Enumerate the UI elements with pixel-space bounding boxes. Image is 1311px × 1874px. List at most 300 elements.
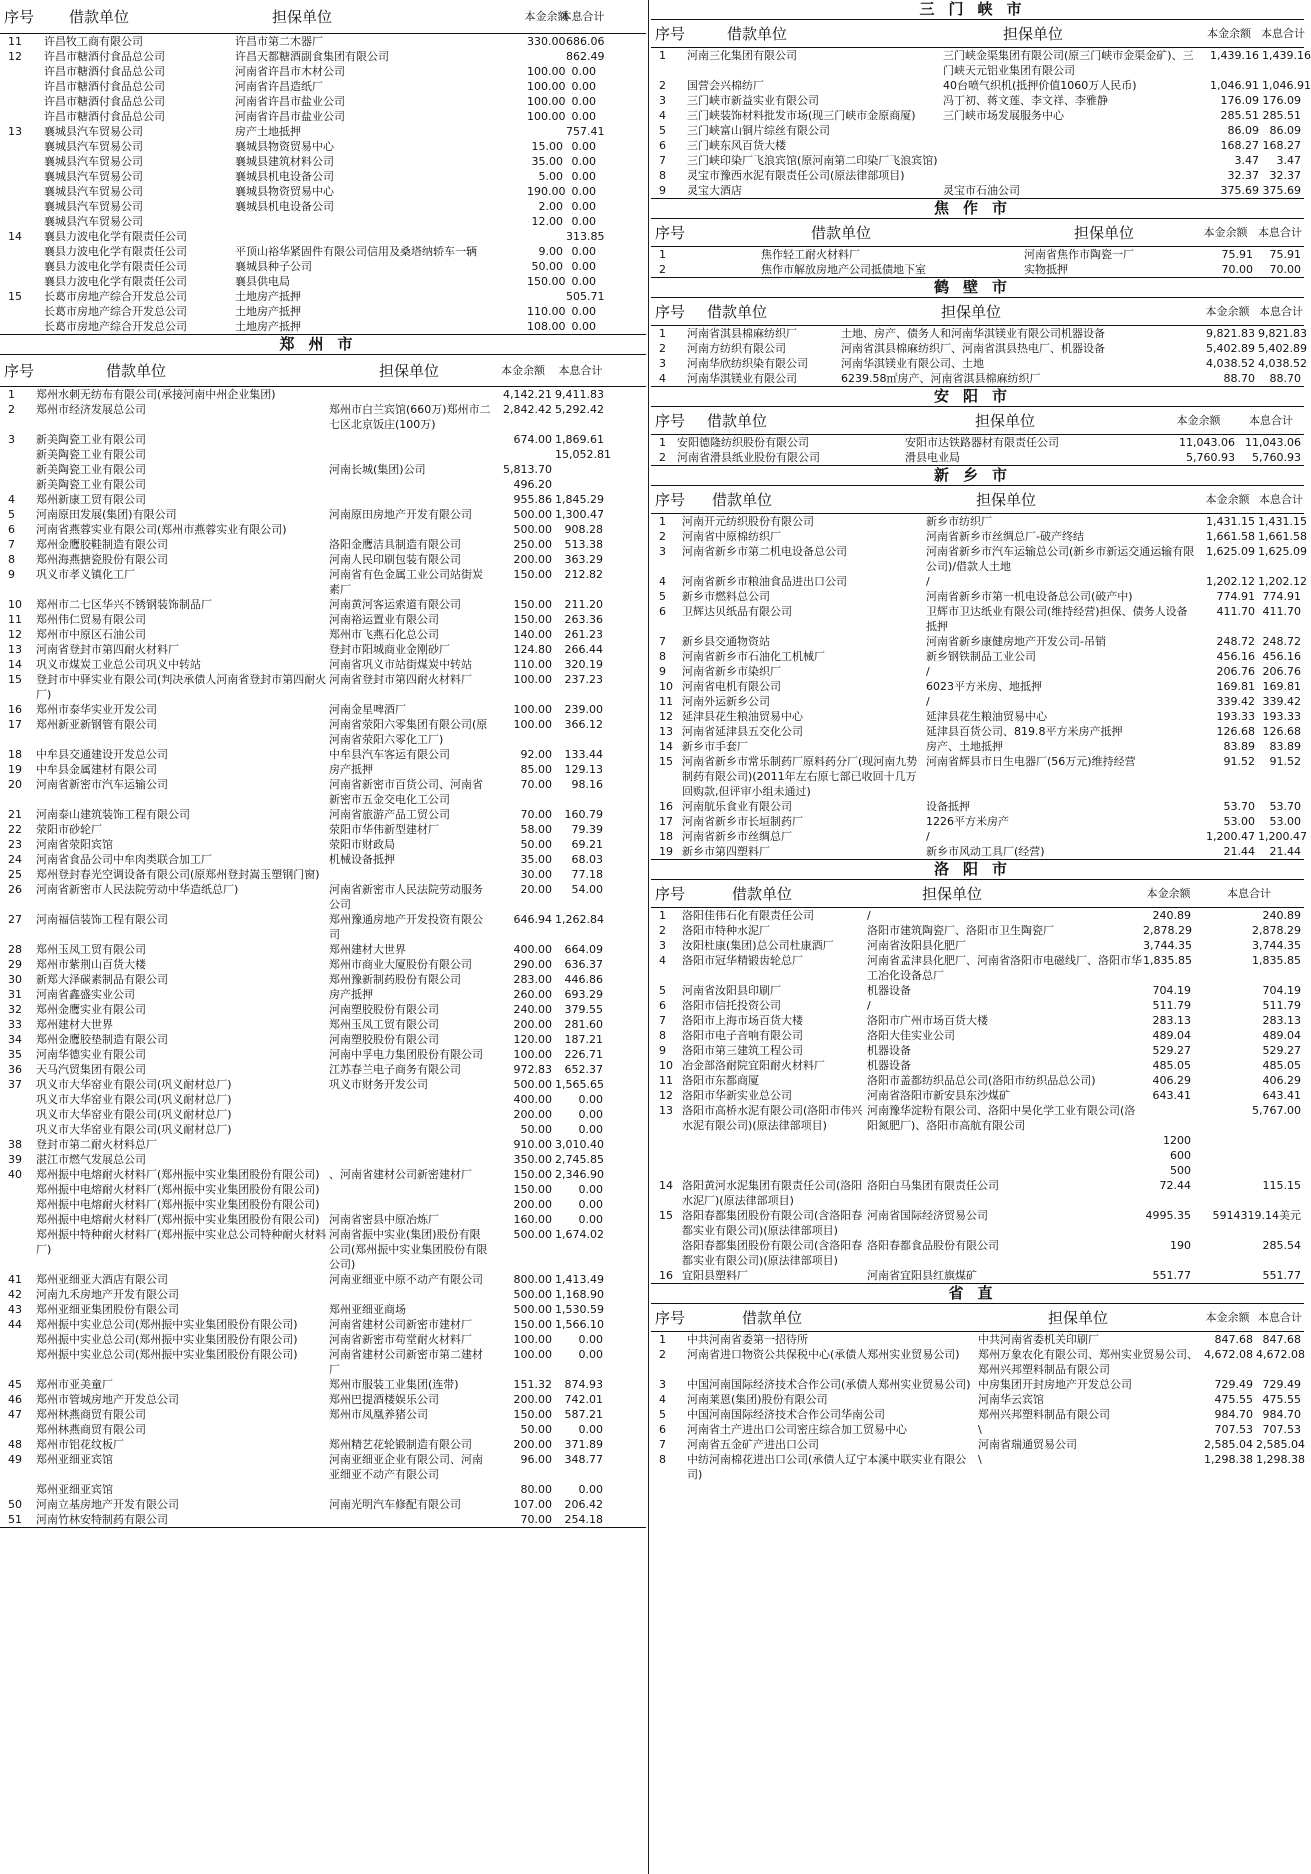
guarantor-name: 河南亚细亚中原不动产有限公司 — [329, 1273, 483, 1286]
table-row — [0, 1272, 646, 1287]
borrower-name: 中国河南国际经济技术合作公司(承债人郑州实业贸易公司) — [687, 1378, 971, 1391]
row-number: 37 — [8, 1078, 22, 1091]
guarantor-name: 河南塑胶股份有限公司 — [329, 1003, 439, 1016]
guarantor-name: 中房集团开封房地产开发总公司 — [978, 1378, 1132, 1391]
table-body — [651, 1332, 1304, 1482]
principal-interest-total: 0.00 — [578, 1093, 603, 1106]
principal-interest-total: 1,168.90 — [555, 1288, 604, 1301]
principal-interest-total: 984.70 — [1262, 1408, 1301, 1421]
table-row — [0, 1392, 646, 1407]
principal-interest-total: 1,845.29 — [555, 493, 604, 506]
principal-interest-total: 475.55 — [1262, 1393, 1301, 1406]
principal-interest-total: 1,300.47 — [555, 508, 604, 521]
principal-interest-total: 908.28 — [564, 523, 603, 536]
luoyang-section — [651, 860, 1304, 1284]
principal-interest-total: 1,431.15 — [1258, 515, 1307, 528]
borrower-name: 河南方纺织有限公司 — [687, 342, 786, 355]
table-row — [0, 1137, 646, 1152]
row-number: 17 — [8, 718, 22, 731]
row-number: 13 — [8, 643, 22, 656]
principal-interest-total: 411.70 — [1262, 605, 1301, 618]
row-number: 12 — [8, 50, 22, 63]
row-number: 3 — [659, 94, 666, 107]
row-number: 8 — [8, 553, 15, 566]
principal-interest-total: 2,878.29 — [1252, 924, 1301, 937]
borrower-name: 河南竹林安特制药有限公司 — [36, 1513, 168, 1526]
row-number: 12 — [659, 1089, 673, 1102]
guarantor-name: / — [867, 909, 871, 922]
principal-interest-total: 86.09 — [1269, 124, 1301, 137]
row-number: 4 — [659, 954, 666, 967]
row-number: 4 — [659, 1393, 666, 1406]
guarantor-name: 、河南省建材公司新密建材厂 — [329, 1168, 472, 1181]
table-row — [651, 1028, 1304, 1043]
borrower-name: 洛阳市第三建筑工程公司 — [682, 1044, 803, 1057]
borrower-name: 巩义市煤炭工业总公司巩义中转站 — [36, 658, 201, 671]
header-principal-balance: 本金余额 — [1207, 27, 1251, 40]
principal-interest-total: 742.01 — [564, 1393, 603, 1406]
table-row — [651, 262, 1304, 277]
row-number: 3 — [659, 545, 666, 558]
principal-balance: 248.72 — [1216, 635, 1255, 648]
guarantor-name: 河南省旅游产品工贸公司 — [329, 808, 450, 821]
principal-balance: 4995.35 — [1145, 1209, 1191, 1222]
row-number: 33 — [8, 1018, 22, 1031]
row-number: 1 — [659, 248, 666, 261]
principal-balance: 489.04 — [1152, 1029, 1191, 1042]
table-row — [0, 124, 646, 139]
borrower-name: 河南省新乡市常乐制药厂原料药分厂(现河南九势制药有限公司)(2011年左右原七部已收回十几万回购款,但评审小组未通过) — [682, 755, 918, 798]
header-principal-interest-total: 本息合计 — [560, 10, 605, 23]
borrower-name: 河南省荥阳宾馆 — [36, 838, 113, 851]
principal-balance: 150.00 — [513, 598, 552, 611]
header-principal-balance: 本金余额 — [1205, 305, 1250, 318]
principal-interest-total: 11,043.06 — [1245, 436, 1301, 449]
borrower-name: 郑州亚细亚宾馆 — [36, 1453, 113, 1466]
guarantor-name: 河南华云宾馆 — [978, 1393, 1044, 1406]
header-principal-interest-total: 本息合计 — [1261, 27, 1305, 40]
principal-balance: 500 — [1170, 1164, 1191, 1177]
guarantor-name: 河南豫华淀粉有限公司、洛阳中昊化学工业有限公司(洛阳氮肥厂)、洛阳市高航有限公司 — [867, 1104, 1136, 1132]
borrower-name: 巩义市大华窑业有限公司(巩义耐材总厂) — [36, 1078, 232, 1091]
row-number: 32 — [8, 1003, 22, 1016]
principal-interest-total: 9,411.83 — [555, 388, 604, 401]
principal-balance: 2,878.29 — [1143, 924, 1192, 937]
guarantor-name: / — [926, 695, 930, 708]
table-row — [0, 154, 646, 169]
borrower-name: 三门峡装饰材料批发市场(现三门峡市金原商厦) — [687, 109, 916, 122]
sanmenxia-section — [651, 0, 1311, 199]
row-number: 10 — [659, 680, 673, 693]
table-row — [651, 153, 1304, 168]
principal-balance: 200.00 — [513, 1393, 552, 1406]
table-row — [0, 567, 646, 597]
header-borrower-name: 借款单位 — [727, 25, 788, 43]
principal-interest-total: 5,292.42 — [555, 403, 604, 416]
principal-interest-total: 1,046.91 — [1262, 79, 1311, 92]
guarantor-name: 河南亚细亚企业有限公司、河南亚细亚不动产有限公司 — [329, 1453, 483, 1481]
table-row — [0, 1422, 646, 1437]
table-row — [651, 983, 1304, 998]
borrower-name: 河南九禾房地产开发有限公司 — [36, 1288, 179, 1301]
principal-balance: 5,760.93 — [1186, 451, 1235, 464]
principal-interest-total: 1,413.49 — [555, 1273, 604, 1286]
principal-interest-total: 379.55 — [564, 1003, 603, 1016]
table-row — [0, 777, 646, 807]
principal-balance: 53.70 — [1223, 800, 1255, 813]
guarantor-name: 荥阳市华伟新型建材厂 — [329, 823, 439, 836]
table-row — [0, 642, 646, 657]
borrower-name: 襄城县汽车贸易公司 — [44, 170, 143, 183]
table-row — [651, 679, 1304, 694]
principal-interest-total: 5,402.89 — [1258, 342, 1307, 355]
table-row — [0, 402, 646, 432]
principal-interest-total: 193.33 — [1262, 710, 1301, 723]
principal-balance: 1,439.16 — [1210, 49, 1259, 62]
table-header — [0, 0, 646, 34]
header-borrower-name: 借款单位 — [712, 491, 773, 509]
guarantor-name: 设备抵押 — [926, 800, 970, 813]
borrower-name: 襄城县汽车贸易公司 — [44, 155, 143, 168]
borrower-name: 襄县力波电化学有限责任公司 — [44, 245, 187, 258]
principal-balance: 551.77 — [1152, 1269, 1191, 1282]
principal-interest-total: 160.79 — [564, 808, 603, 821]
row-number: 3 — [659, 939, 666, 952]
table-row — [651, 356, 1307, 371]
principal-balance: 190.00 — [527, 185, 566, 198]
principal-balance: 151.32 — [513, 1378, 552, 1391]
borrower-name: 焦作市解放房地产公司抵债地下室 — [761, 263, 926, 276]
header-principal-interest-total: 本息合计 — [1227, 887, 1271, 900]
principal-interest-total: 5914319.14美元 — [1212, 1209, 1301, 1222]
row-number: 13 — [659, 725, 673, 738]
row-number: 7 — [659, 1014, 666, 1027]
guarantor-name: 襄城县机电设备公司 — [235, 170, 334, 183]
principal-interest-total: 133.44 — [564, 748, 603, 761]
borrower-name: 郑州市二七区华兴不锈钢装饰制品厂 — [36, 598, 212, 611]
borrower-name: 新美陶瓷工业有限公司 — [36, 433, 146, 446]
borrower-name: 宜阳县塑料厂 — [682, 1269, 748, 1282]
table-row — [0, 942, 646, 957]
borrower-name: 湛江市燃气发展总公司 — [36, 1153, 146, 1166]
principal-interest-total: 513.38 — [564, 538, 603, 551]
table-row — [0, 319, 646, 334]
guarantor-name: 机器设备 — [867, 1059, 911, 1072]
table-row — [651, 604, 1304, 634]
table-row — [0, 987, 646, 1002]
header-principal-balance: 本金余额 — [501, 364, 545, 377]
borrower-name: 新美陶瓷工业有限公司 — [36, 448, 146, 461]
borrower-name: 中国河南国际经济技术合作公司华南公司 — [687, 1408, 885, 1421]
table-row — [651, 435, 1304, 450]
table-header — [651, 219, 1304, 247]
table-row — [651, 1422, 1304, 1437]
borrower-name: 巩义市孝义镇化工厂 — [36, 568, 135, 581]
guarantor-name: 新乡钢铁制品工业公司 — [926, 650, 1036, 663]
principal-balance: 35.00 — [520, 853, 552, 866]
principal-balance: 150.00 — [513, 568, 552, 581]
guarantor-name: 河南省辉县市日生电器厂(56万元)维持经营 — [926, 755, 1136, 768]
guarantor-name: 河南省密县中原冶炼厂 — [329, 1213, 439, 1226]
principal-interest-total: 70.00 — [1269, 263, 1301, 276]
borrower-name: 郑州振中电熔耐火材料厂(郑州振中实业集团股份有限公司) — [36, 1183, 320, 1196]
table-row — [651, 108, 1304, 123]
borrower-name: 洛阳市高桥水泥有限公司(洛阳市伟兴水泥有限公司)(原法律部项目) — [682, 1104, 863, 1132]
table-row — [651, 1332, 1304, 1347]
guarantor-name: 1226平方米房产 — [926, 815, 1009, 828]
borrower-name: 郑州市管城房地产开发总公司 — [36, 1393, 179, 1406]
borrower-name: 许昌市糖酒付食品总公司 — [44, 80, 165, 93]
borrower-name: 中牟县金属建材有限公司 — [36, 763, 157, 776]
header-principal-interest-total: 本息合计 — [1259, 493, 1303, 506]
table-row — [0, 94, 646, 109]
guarantor-name: 6239.58㎡房产、河南省淇县棉麻纺织厂 — [841, 372, 1041, 385]
left-column — [0, 0, 646, 1528]
borrower-name: 河南华淇镁业有限公司 — [687, 372, 797, 385]
guarantor-name: 安阳市达铁路器材有限责任公司 — [905, 436, 1059, 449]
borrower-name: 襄城县汽车贸易公司 — [44, 125, 143, 138]
principal-balance: 70.00 — [520, 1513, 552, 1526]
principal-balance: 150.00 — [513, 613, 552, 626]
principal-balance: 500.00 — [513, 1303, 552, 1316]
guarantor-name: 郑州市白兰宾馆(660万)郑州市二七区北京饭庄(100万) — [329, 403, 491, 431]
principal-balance: 100.00 — [513, 1333, 552, 1346]
row-number: 19 — [8, 763, 22, 776]
borrower-name: 冶金部洛耐院宜阳耐火材料厂 — [682, 1059, 825, 1072]
principal-balance: 80.00 — [520, 1483, 552, 1496]
borrower-name: 河南省延津县五交化公司 — [682, 725, 803, 738]
principal-balance: 283.00 — [513, 973, 552, 986]
principal-interest-total: 21.44 — [1269, 845, 1301, 858]
principal-balance: 529.27 — [1152, 1044, 1191, 1057]
borrower-name: 巩义市大华窑业有限公司(巩义耐材总厂) — [36, 1093, 232, 1106]
principal-interest-total: 0.00 — [571, 110, 596, 123]
table-row — [0, 1032, 646, 1047]
table-row — [0, 1497, 646, 1512]
principal-interest-total: 283.13 — [1262, 1014, 1301, 1027]
table-row — [0, 1002, 646, 1017]
principal-balance: 150.00 — [513, 1183, 552, 1196]
header-row-number: 序号 — [655, 491, 686, 509]
borrower-name: 新郑大泽碳素制品有限公司 — [36, 973, 168, 986]
borrower-name: 河南省登封市第四耐火材料厂 — [36, 643, 179, 656]
table-body — [651, 48, 1311, 198]
xinxiang-section — [651, 466, 1307, 860]
row-number: 29 — [8, 958, 22, 971]
guarantor-name: 延津县百货公司、819.8平方米房产抵押 — [926, 725, 1123, 738]
principal-interest-total: 285.54 — [1262, 1239, 1301, 1252]
table-row — [651, 844, 1304, 859]
guarantor-name: 河南省汝阳县化肥厂 — [867, 939, 966, 952]
table-row — [651, 247, 1304, 262]
row-number: 27 — [8, 913, 22, 926]
principal-interest-total: 3,010.40 — [555, 1138, 604, 1151]
borrower-name: 郑州林燕商贸有限公司 — [36, 1423, 146, 1436]
jiaozuo-section — [651, 199, 1304, 278]
row-number: 7 — [659, 1438, 666, 1451]
principal-balance: 240.89 — [1152, 909, 1191, 922]
header-principal-interest-total: 本息合计 — [1259, 305, 1303, 318]
borrower-name: 汝阳杜康(集团)总公司杜康酒厂 — [682, 939, 834, 952]
borrower-name: 登封市第二耐火材料总厂 — [36, 1138, 157, 1151]
principal-interest-total: 3.47 — [1276, 154, 1301, 167]
table-row — [0, 34, 646, 49]
row-number: 4 — [659, 372, 666, 385]
principal-interest-total: 0.00 — [578, 1483, 603, 1496]
borrower-name: 郑州新亚新钢管有限公司 — [36, 718, 157, 731]
principal-balance: 2.00 — [538, 200, 563, 213]
principal-interest-total: 0.00 — [578, 1213, 603, 1226]
principal-balance: 50.00 — [520, 1423, 552, 1436]
borrower-name: 三门峡富山铜片综丝有限公司 — [687, 124, 830, 137]
guarantor-name: 河南省许昌市盐业公司 — [235, 110, 345, 123]
guarantor-name: 襄城县机电设备公司 — [235, 200, 334, 213]
table-row — [651, 1377, 1304, 1392]
borrower-name: 三门峡市新益实业有限公司 — [687, 94, 819, 107]
principal-interest-total: 529.27 — [1262, 1044, 1301, 1057]
row-number: 38 — [8, 1138, 22, 1151]
principal-interest-total: 862.49 — [566, 50, 605, 63]
guarantor-name: 河南省巩义市站街煤炭中转站 — [329, 658, 472, 671]
principal-interest-total: 68.03 — [571, 853, 603, 866]
principal-balance: 100.00 — [513, 1048, 552, 1061]
header-row-number: 序号 — [655, 303, 686, 321]
principal-interest-total: 551.77 — [1262, 1269, 1301, 1282]
row-number: 12 — [8, 628, 22, 641]
header-principal-balance: 本金余额 — [1203, 226, 1248, 239]
principal-interest-total: 339.42 — [1262, 695, 1301, 708]
borrower-name: 洛阳春都集团股份有限公司(含洛阳春都实业有限公司)(原法律部项目) — [682, 1239, 863, 1267]
header-principal-balance: 本金余额 — [1205, 1311, 1250, 1324]
guarantor-name: 土地房产抵押 — [235, 305, 301, 318]
table-row — [651, 908, 1304, 923]
borrower-name: 河南华德实业有限公司 — [36, 1048, 146, 1061]
principal-balance: 1,835.85 — [1143, 954, 1192, 967]
table-row — [0, 1197, 646, 1212]
header-borrower-name: 借款单位 — [69, 8, 130, 26]
borrower-name: 襄城县汽车贸易公司 — [44, 140, 143, 153]
guarantor-name: 洛阳白马集团有限责任公司 — [867, 1179, 999, 1192]
principal-interest-total: 847.68 — [1262, 1333, 1301, 1346]
table-row — [651, 1103, 1304, 1133]
table-row — [0, 169, 646, 184]
table-row — [0, 762, 646, 777]
guarantor-name: 房产抵押 — [329, 988, 373, 1001]
table-row — [0, 822, 646, 837]
borrower-name: 新乡市燃料总公司 — [682, 590, 770, 603]
principal-interest-total: 79.39 — [571, 823, 603, 836]
borrower-name: 郑州金鹰胶鞋制造有限公司 — [36, 538, 168, 551]
row-number: 47 — [8, 1408, 22, 1421]
row-number: 1 — [8, 388, 15, 401]
principal-interest-total: 707.53 — [1262, 1423, 1301, 1436]
principal-interest-total: 652.37 — [564, 1063, 603, 1076]
table-row — [0, 852, 646, 867]
guarantor-name: 河南中孚电力集团股份有限公司 — [329, 1048, 483, 1061]
row-number: 14 — [659, 1179, 673, 1192]
principal-balance: 600 — [1170, 1149, 1191, 1162]
guarantor-name: 40台喷气织机(抵押价值1060万人民币) — [943, 79, 1137, 92]
principal-balance: 32.37 — [1227, 169, 1259, 182]
table-row — [0, 1167, 646, 1182]
row-number: 16 — [659, 800, 673, 813]
principal-interest-total: 375.69 — [1262, 184, 1301, 197]
borrower-name: 郑州市经济发展总公司 — [36, 403, 146, 416]
guarantor-name: 河南省许昌市木材公司 — [235, 65, 345, 78]
principal-interest-total: 115.15 — [1262, 1179, 1301, 1192]
zhengzhou-section — [0, 335, 646, 1528]
principal-interest-total: 206.42 — [564, 1498, 603, 1511]
principal-balance: 53.00 — [1223, 815, 1255, 828]
row-number: 8 — [659, 1453, 666, 1466]
principal-interest-total: 226.71 — [564, 1048, 603, 1061]
table-body — [0, 387, 646, 1527]
principal-balance: 200.00 — [513, 1438, 552, 1451]
borrower-name: 郑州振中实业总公司(郑州振中实业集团股份有限公司) — [36, 1318, 298, 1331]
table-row — [0, 882, 646, 912]
table-body — [0, 34, 646, 334]
principal-interest-total: 237.23 — [564, 673, 603, 686]
principal-balance: 50.00 — [520, 1123, 552, 1136]
principal-balance: 400.00 — [513, 943, 552, 956]
header-principal-balance: 本金余额 — [1176, 414, 1221, 427]
row-number: 15 — [659, 755, 673, 768]
table-row — [0, 289, 646, 304]
row-number: 22 — [8, 823, 22, 836]
borrower-name: 河南省新乡市染织厂 — [682, 665, 781, 678]
row-number: 11 — [8, 613, 22, 626]
borrower-name: 郑州振中电熔耐火材料厂(郑州振中实业集团股份有限公司) — [36, 1213, 320, 1226]
principal-interest-total: 2,745.85 — [555, 1153, 604, 1166]
guarantor-name: 三门峡市场发展服务中心 — [943, 109, 1064, 122]
borrower-name: 河南福信装饰工程有限公司 — [36, 913, 168, 926]
row-number: 9 — [659, 184, 666, 197]
guarantor-name: 郑州市飞燕石化总公司 — [329, 628, 439, 641]
table-header — [651, 20, 1304, 48]
principal-balance: 2,842.42 — [503, 403, 552, 416]
anyang-section — [651, 387, 1304, 466]
table-row — [651, 923, 1304, 938]
table-row — [651, 326, 1307, 341]
borrower-name: 河南立基房地产开发有限公司 — [36, 1498, 179, 1511]
borrower-name: 中共河南省委第一招待所 — [687, 1333, 808, 1346]
borrower-name: 河南三化集团有限公司 — [687, 49, 797, 62]
principal-balance: 1,202.12 — [1206, 575, 1255, 588]
row-number: 24 — [8, 853, 22, 866]
guarantor-name: 河南省宜阳县红旗煤矿 — [867, 1269, 977, 1282]
guarantor-name: 河南省有色金属工业公司站街炭素厂 — [329, 568, 483, 596]
principal-interest-total: 54.00 — [571, 883, 603, 896]
header-principal-interest-total: 本息合计 — [1258, 1311, 1302, 1324]
principal-interest-total: 0.00 — [571, 245, 596, 258]
table-row — [651, 1163, 1304, 1178]
principal-interest-total: 0.00 — [571, 80, 596, 93]
table-row — [0, 259, 646, 274]
guarantor-name: 襄县供电局 — [235, 275, 290, 288]
guarantor-name: 河南省新密市苟堂耐火材料厂 — [329, 1333, 472, 1346]
row-number: 5 — [659, 590, 666, 603]
principal-balance: 500.00 — [513, 1228, 552, 1241]
principal-interest-total: 1,661.58 — [1258, 530, 1307, 543]
table-header — [651, 407, 1304, 435]
guarantor-name: 冯丁初、蒋文莲、李文祥、李雅静 — [943, 94, 1108, 107]
principal-balance: 1,298.38 — [1204, 1453, 1253, 1466]
table-row — [0, 462, 646, 477]
row-number: 2 — [659, 263, 666, 276]
table-row — [651, 1043, 1304, 1058]
row-number: 13 — [659, 1104, 673, 1117]
table-row — [0, 747, 646, 762]
